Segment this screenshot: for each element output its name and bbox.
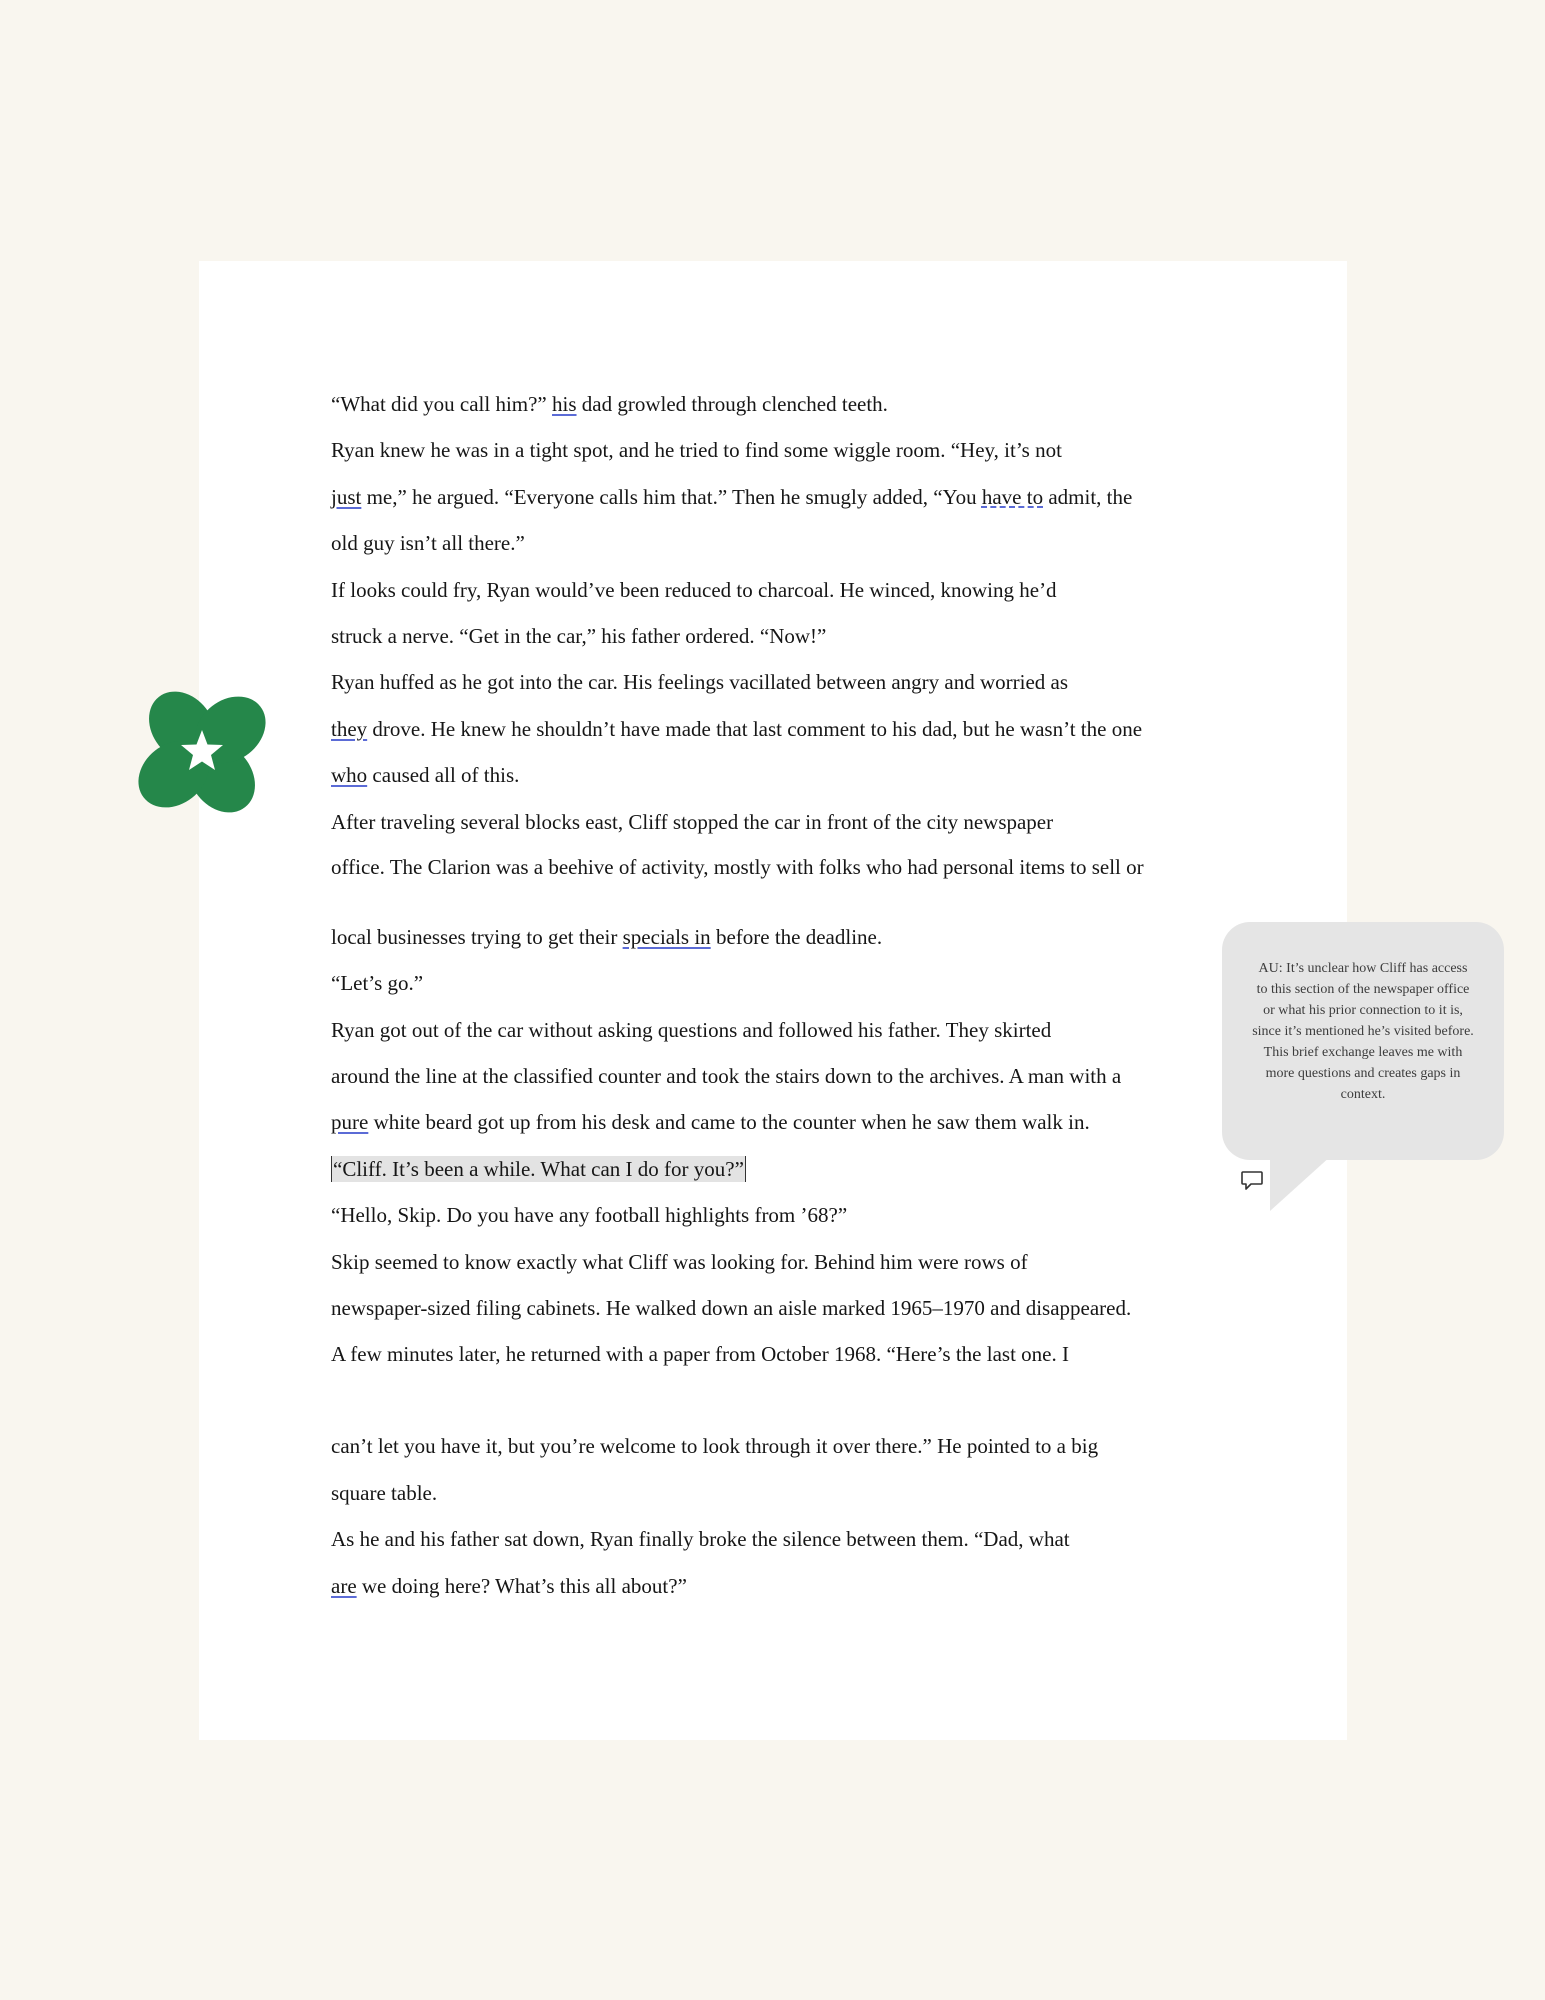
paragraph-line: around the line at the classified counter and took the stairs down to the archives. A man with a	[331, 1064, 1122, 1089]
paragraph-line: “What did you call him?” his dad growled through clenched teeth.	[331, 392, 888, 416]
grammar-flag[interactable]: have to	[981, 484, 1044, 509]
paragraph-line: just me,” he argued. “Everyone calls him that.” Then he smugly added, “You have to admit, the	[331, 484, 1133, 509]
grammar-flag[interactable]: they	[331, 716, 368, 741]
paragraph-line: As he and his father sat down, Ryan finally broke the silence between them. “Dad, what	[331, 1527, 1070, 1552]
document-body	[331, 391, 1211, 1619]
paragraph-line: If looks could fry, Ryan would’ve been reduced to charcoal. He winced, knowing he’d	[331, 577, 1057, 602]
paragraph-line: they drove. He knew he shouldn’t have made that last comment to his dad, but he wasn’t the one	[331, 716, 1143, 741]
paragraph-line: After traveling several blocks east, Cliff stopped the car in front of the city newspaper	[331, 809, 1054, 834]
comment-bubble[interactable]	[1222, 922, 1504, 1160]
paragraph-line	[331, 1156, 1211, 1202]
highlighted-selection[interactable]: “Cliff. It’s been a while. What can I do for you?”	[333, 1156, 744, 1181]
paragraph-line: “Hello, Skip. Do you have any football highlights from ’68?”	[331, 1203, 848, 1228]
comment-bubble-tail	[1270, 1155, 1340, 1215]
grammar-flag[interactable]: who	[331, 763, 368, 788]
paragraph-line: Ryan got out of the car without asking questions and followed his father. They skirted	[331, 1017, 1052, 1042]
grammar-flag[interactable]: are	[331, 1573, 357, 1598]
grammar-flag[interactable]: just	[331, 484, 362, 509]
grammar-flag[interactable]: his	[552, 392, 577, 416]
paragraph-line: square table.	[331, 1480, 438, 1505]
paragraph-line: struck a nerve. “Get in the car,” his father ordered. “Now!”	[331, 623, 827, 648]
paragraph-line: office. The Clarion was a beehive of activity, mostly with folks who had personal items to sell or	[331, 854, 1144, 879]
paragraph-line: Ryan knew he was in a tight spot, and he tried to find some wiggle room. “Hey, it’s not	[331, 438, 1062, 463]
paragraph-line: Skip seemed to know exactly what Cliff was looking for. Behind him were rows of	[331, 1249, 1028, 1274]
grammar-flag[interactable]: pure	[331, 1110, 369, 1135]
paragraph-line: “Let’s go.”	[331, 971, 424, 996]
comment-icon[interactable]	[1240, 1170, 1264, 1192]
paragraph-line: can’t let you have it, but you’re welcome to look through it over there.” He pointed to a big	[331, 1434, 1099, 1459]
paragraph-line: Ryan huffed as he got into the car. His feelings vacillated between angry and worried as	[331, 670, 1069, 695]
flower-icon	[122, 684, 282, 820]
paragraph-line: local businesses trying to get their specials in before the deadline.	[331, 924, 883, 949]
paragraph-line: who caused all of this.	[331, 763, 520, 788]
paragraph-line: A few minutes later, he returned with a paper from October 1968. “Here’s the last one. I	[331, 1342, 1069, 1367]
comment-text: AU: It’s unclear how Cliff has access to this section of the newspaper office or what his prior connection to it is, since it’s mentioned he’s visited before. This brief exchange leaves me with more questions and creates gaps in context.	[1252, 961, 1474, 1102]
paragraph-line: newspaper-sized filing cabinets. He walked down an aisle marked 1965–1970 and disappeared.	[331, 1296, 1132, 1321]
paragraph-line: are we doing here? What’s this all about?”	[331, 1573, 687, 1598]
paragraph-line: old guy isn’t all there.”	[331, 531, 525, 556]
grammar-flag[interactable]: specials in	[622, 924, 711, 949]
paragraph-line: pure white beard got up from his desk and came to the counter when he saw them walk in.	[331, 1110, 1090, 1135]
